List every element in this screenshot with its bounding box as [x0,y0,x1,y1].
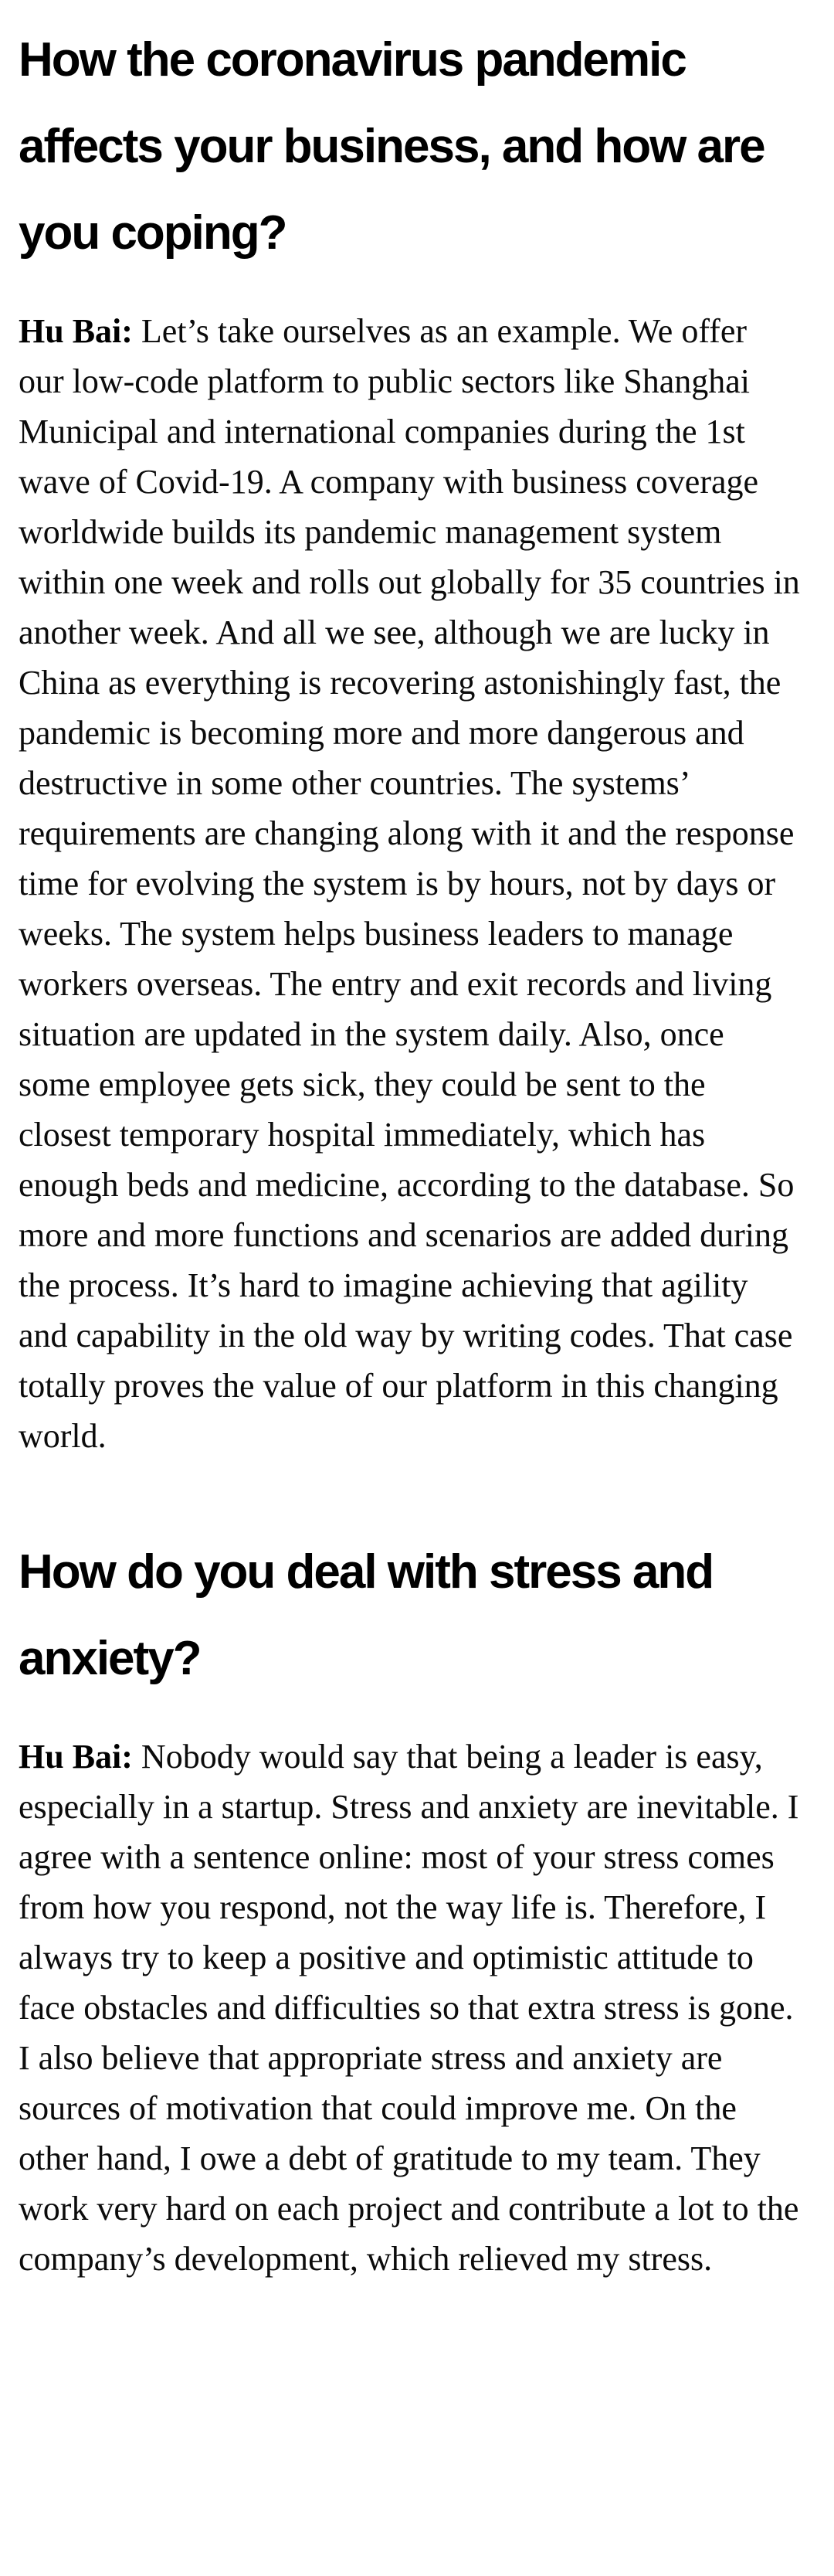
question-heading-1: How the coronavirus pandemic affects your business, and how are you coping? [19,33,764,260]
question-heading-2: How do you deal with stress and anxiety? [19,1545,714,1685]
answer-paragraph-1 [19,306,800,1461]
answer-text-1: Let’s take ourselves as an example. We offer our low-code platform to public sectors like Shanghai Municipal and international companies during the 1st wave of Covid-19. A company with business coverage worldwide builds its pandemic management system within one week and rolls out globally for 35 countries in another week. And all we see, although we are lucky in China as everything is recovering astonishingly fast, the pandemic is becoming more and more dangerous and destructive in some other countries. The systems’ requirements are changing along with it and the response time for evolving the system is by hours, not by days or weeks. The system helps business leaders to manage workers overseas. The entry and exit records and living situation are updated in the system daily. Also, once some employee gets sick, they could be sent to the closest temporary hospital immediately, which has enough beds and medicine, according to the database. So more and more functions and scenarios are added during the process. It’s hard to imagine achieving that agility and capability in the old way by writing codes. That case totally proves the value of our platform in this changing world. [19,312,800,1455]
speaker-label-2: Hu Bai: [19,1738,133,1776]
article-section-1 [19,17,800,1461]
answer-text-2: Nobody would say that being a leader is easy, especially in a startup. Stress and anxiety are inevitable. I agree with a sentence online: most of your stress comes from how you respond, not the way life is. Therefore, I always try to keep a positive and optimistic attitude to face obstacles and difficulties so that extra stress is gone. I also believe that appropriate stress and anxiety are sources of motivation that could improve me. On the other hand, I owe a debt of gratitude to my team. They work very hard on each project and contribute a lot to the company’s development, which relieved my stress. [19,1738,799,2278]
article-section-2 [19,1529,800,2284]
speaker-label-1: Hu Bai: [19,312,133,350]
answer-paragraph-2 [19,1731,800,2284]
